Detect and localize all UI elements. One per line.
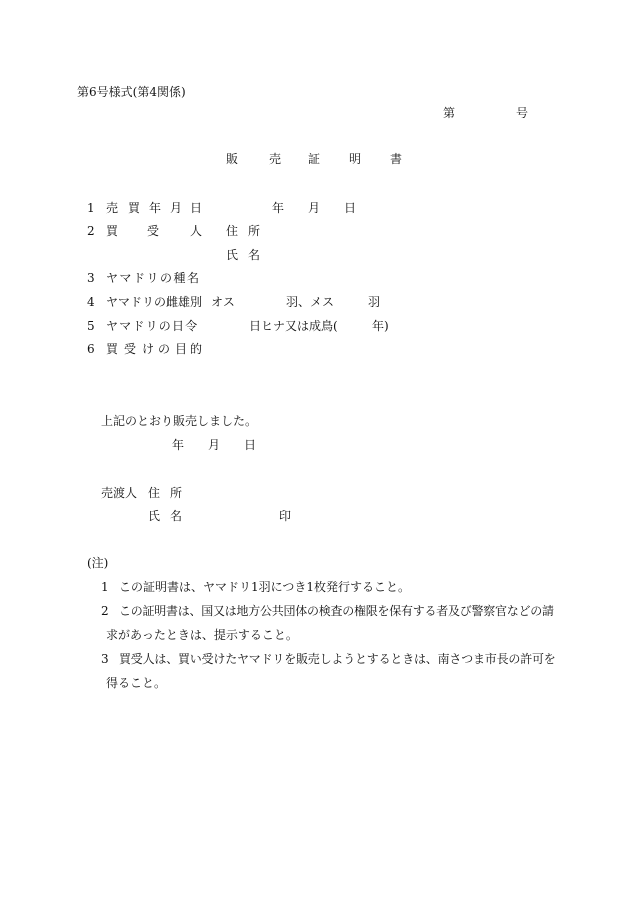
label-char: 年 bbox=[149, 201, 162, 215]
month-label: 月 bbox=[308, 201, 321, 215]
bird-unit: 羽 bbox=[368, 295, 381, 309]
statement-month: 月 bbox=[208, 438, 221, 452]
label-char: 月 bbox=[170, 201, 183, 215]
name-label-char: 氏 bbox=[226, 248, 239, 262]
name-label-char: 名 bbox=[248, 248, 261, 262]
item-number: 6 bbox=[87, 342, 95, 356]
note-number: 1 bbox=[101, 580, 109, 594]
label-char: 受 bbox=[124, 342, 137, 356]
item-number: 1 bbox=[87, 201, 95, 215]
statement-day: 日 bbox=[244, 438, 257, 452]
seller-name-char: 氏 bbox=[148, 509, 161, 523]
statement-year: 年 bbox=[172, 438, 185, 452]
label-char: 買 bbox=[128, 201, 141, 215]
note-number: 2 bbox=[101, 604, 109, 618]
seller-address-char: 所 bbox=[170, 486, 183, 500]
item-number: 5 bbox=[87, 319, 95, 333]
notes-heading: (注) bbox=[87, 556, 109, 570]
label-char: 日 bbox=[190, 201, 203, 215]
note-text: 買受人は、買い受けたヤマドリを販売しようとするときは、南さつま市長の許可を bbox=[119, 652, 556, 666]
age-text: 日ヒナ又は成鳥( bbox=[249, 319, 338, 333]
year-label: 年 bbox=[272, 201, 285, 215]
note-text: この証明書は、ヤマドリ1羽につき1枚発行すること。 bbox=[119, 580, 411, 594]
title-char: 販 bbox=[226, 152, 239, 166]
day-label: 日 bbox=[344, 201, 357, 215]
label-char: 売 bbox=[106, 201, 119, 215]
note-text-continued: 求があったときは、提示すること。 bbox=[106, 628, 298, 642]
note-number: 3 bbox=[101, 652, 109, 666]
seller-label: 売渡人 bbox=[101, 486, 138, 500]
label-char: 目 bbox=[175, 342, 188, 356]
label-char: 買 bbox=[106, 342, 119, 356]
title-char: 売 bbox=[269, 152, 282, 166]
label-char: 的 bbox=[190, 342, 203, 356]
form-number: 第6号様式(第4関係) bbox=[77, 85, 186, 99]
note-text: この証明書は、国又は地方公共団体の検査の権限を保有する者及び警察官などの請 bbox=[119, 604, 554, 618]
seller-name-char: 名 bbox=[170, 509, 183, 523]
label-char: け bbox=[142, 342, 155, 356]
certificate-number-suffix: 号 bbox=[516, 106, 529, 120]
note-text-continued: 得ること。 bbox=[106, 676, 167, 690]
seal-mark: 印 bbox=[279, 509, 292, 523]
title-char: 証 bbox=[308, 152, 321, 166]
label-char: 受 bbox=[147, 224, 160, 238]
male-label: オス bbox=[211, 295, 235, 309]
address-label-char: 所 bbox=[248, 224, 261, 238]
item-label: ヤマドリの日令 bbox=[106, 319, 199, 333]
age-year: 年) bbox=[372, 319, 389, 333]
label-char: 人 bbox=[190, 224, 203, 238]
title-char: 明 bbox=[349, 152, 362, 166]
address-label-char: 住 bbox=[226, 224, 239, 238]
item-number: 2 bbox=[87, 224, 95, 238]
title-char: 書 bbox=[390, 152, 403, 166]
item-label: ヤマドリの雌雄別 bbox=[106, 295, 203, 309]
item-number: 3 bbox=[87, 271, 95, 285]
bird-unit-female: 羽、メス bbox=[286, 295, 335, 309]
statement-text: 上記のとおり販売しました。 bbox=[101, 414, 258, 428]
item-number: 4 bbox=[87, 295, 95, 309]
seller-address-char: 住 bbox=[148, 486, 161, 500]
label-char: の bbox=[158, 342, 171, 356]
item-label: ヤマドリの種名 bbox=[106, 271, 201, 285]
certificate-number-prefix: 第 bbox=[443, 106, 456, 120]
label-char: 買 bbox=[106, 224, 119, 238]
